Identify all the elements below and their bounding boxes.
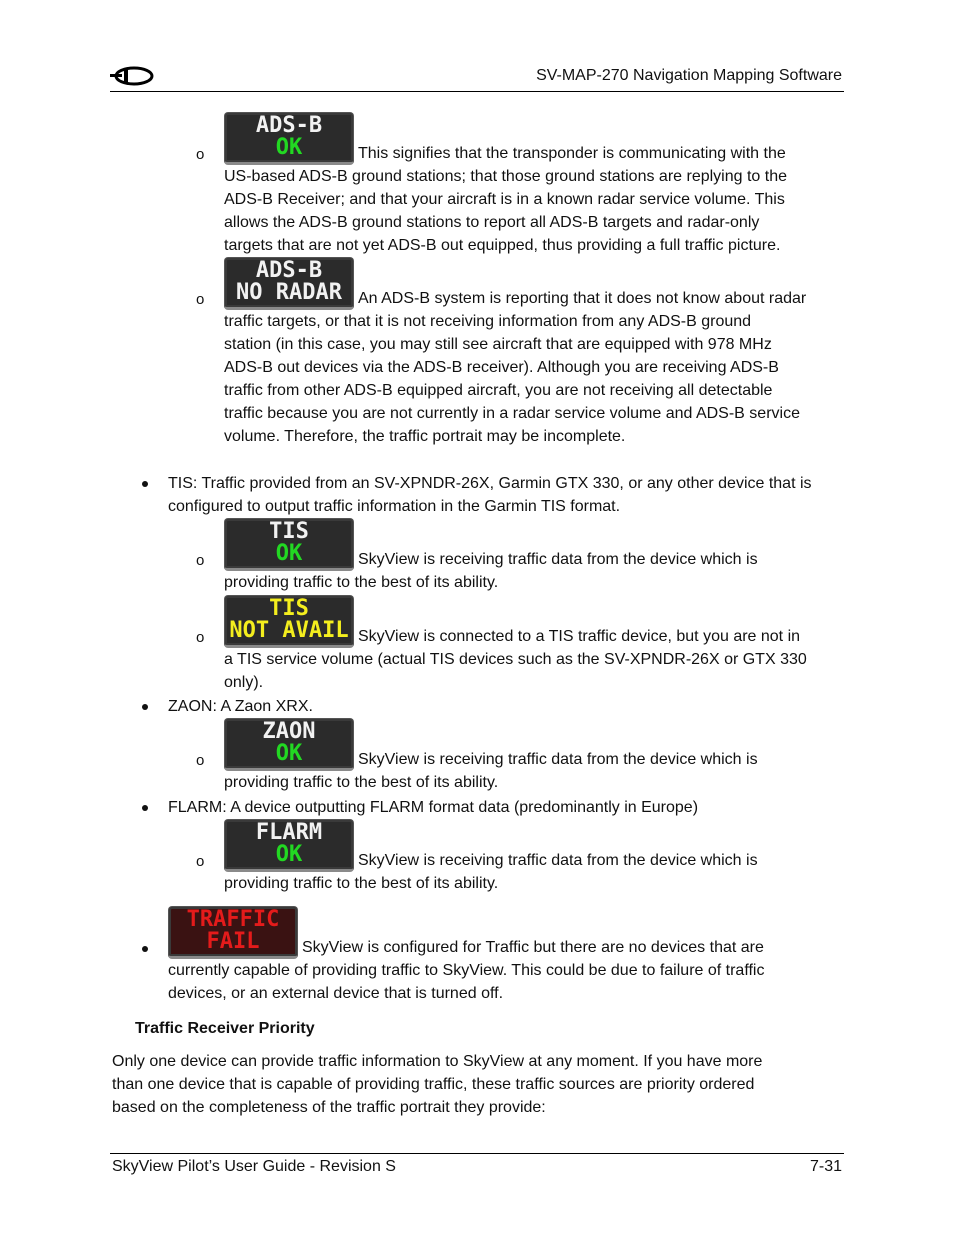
sub-bullet-marker: o [196,552,205,569]
tis-notavail-item: TIS NOT AVAIL SkyView is connected to a TIS traffic device, but you are not in a TIS service volume (actual TIS devices such as the SV-XPNDR-26X or GTX 330 only). [224,596,807,691]
sub-bullet-marker: o [196,291,205,308]
footer-doc-title: SkyView Pilot’s User Guide - Revision S [112,1158,396,1175]
flarm-item: FLARM: A device outputting FLARM format data (predominantly in Europe) [168,799,699,816]
bullet-marker [142,946,148,952]
section-heading: Traffic Receiver Priority [135,1020,315,1037]
adsb-noradar-badge: ADS-B NO RADAR [224,257,354,310]
page-number: 7-31 [809,1158,842,1175]
adsb-noradar-item: ADS-B NO RADAR An ADS-B system is reporting that it does not know about radar traffic targets, or that it is not receiving information from any ADS-B ground station (in this case, you may still see aircraft that are equipped with 978 MHz ADS-B out devices via the ADS-B receiver). Although you are receiving ADS-B traffic from other ADS-B equipped aircraft, you are not receiving all detectable traffic because you are not currently in a radar service volume and ADS-B service volume. Therefore, the traffic portrait may be incomplete. [224,258,807,445]
zaon-item: ZAON: A Zaon XRX. [168,698,313,715]
flarm-ok-badge: FLARM OK [224,819,354,872]
tis-item: TIS: Traffic provided from an SV-XPNDR-26X, Garmin GTX 330, or any other device that is configured to output traffic information in the Garmin TIS format. [168,475,812,515]
flarm-ok-item: FLARM OK SkyView is receiving traffic data from the device which is providing traffic to the best of its ability. [224,820,758,892]
traffic-fail-badge: TRAFFIC FAIL [168,906,298,959]
page-header [110,62,844,92]
traffic-fail-item: TRAFFIC FAIL SkyView is configured for Traffic but there are no devices that are currently capable of providing traffic to SkyView. This could be due to failure of traffic devices, or an external device that is turned off. [168,907,765,1002]
sub-bullet-marker: o [196,853,205,870]
zaon-ok-item: ZAON OK SkyView is receiving traffic data from the device which is providing traffic to the best of its ability. [224,719,758,791]
bullet-marker [142,481,148,487]
priority-paragraph: Only one device can provide traffic information to SkyView at any moment. If you have more than one device that is capable of providing traffic, these traffic sources are priority ordered based on the completeness of the traffic portrait they provide: [112,1053,763,1116]
header-title: SV-MAP-270 Navigation Mapping Software [536,67,842,84]
tis-ok-item: TIS OK SkyView is receiving traffic data from the device which is providing traffic to the best of its ability. [224,519,758,591]
page-footer [110,1153,844,1175]
sub-bullet-marker: o [196,752,205,769]
bullet-marker [142,805,148,811]
dynon-logo-icon [110,66,154,86]
adsb-ok-badge: ADS-B OK [224,112,354,165]
tis-notavail-badge: TIS NOT AVAIL [224,595,354,648]
zaon-ok-badge: ZAON OK [224,718,354,771]
adsb-ok-item: ADS-B OK This signifies that the transponder is communicating with the US-based ADS-B ground stations; that those ground stations are replying to the ADS-B Receiver; and that your aircraft is in a known radar service volume. This allows the ADS-B ground stations to report all ADS-B targets and radar-only targets that are not yet ADS-B out equipped, thus providing a full traffic picture. [224,113,787,254]
tis-ok-badge: TIS OK [224,518,354,571]
sub-bullet-marker: o [196,629,205,646]
sub-bullet-marker: o [196,146,205,163]
bullet-marker [142,704,148,710]
